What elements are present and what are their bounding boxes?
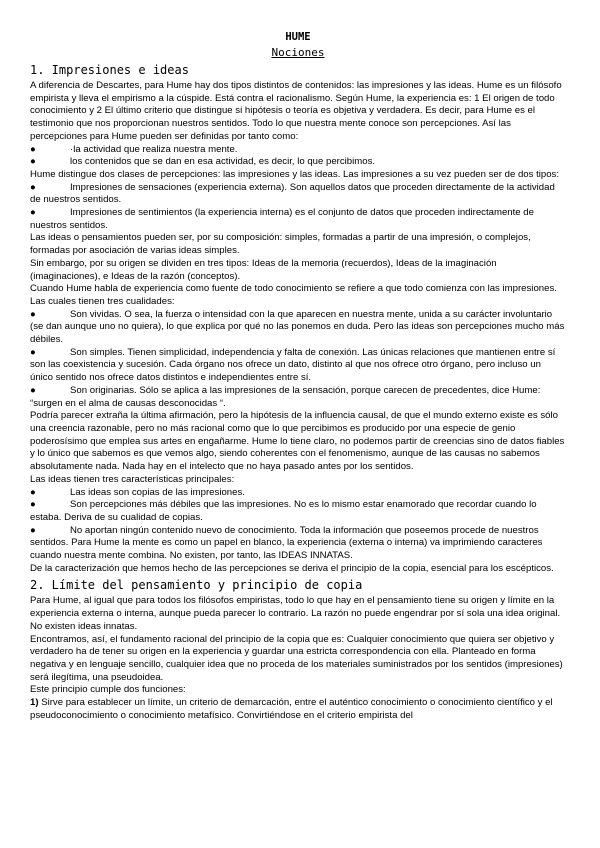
bullet-item [30, 144, 566, 157]
bullet-text: Son originarias. Sólo se aplica a las impresiones de la sensación, porque carecen de precedentes, dice Hume: “surgen en el alma de causas desconocidas “. [30, 384, 541, 409]
paragraph-text: Sirve para establecer un límite, un criterio de demarcación, entre el auténtico conocimiento o conocimiento científico y el pseudoconocimiento o conocimiento metafísico. Convirtiéndose en el criterio empirista del [30, 697, 553, 721]
paragraph: Encontramos, así, el fundamento racional del principio de la copia que es: Cualquier conocimiento que quiera ser objetivo y verdadero ha de tener su origen en la experiencia y guardar una estricta correspondencia con ella. Planteado en forma negativa y en lenguaje sencillo, cualquier idea que no proceda de los materiales suministrados por los sentidos (impresiones) será ilegítima, una pseudoidea. [30, 633, 563, 683]
paragraph: Para Hume, al igual que para todos los filósofos empiristas, todo lo que hay en el pensamiento tiene su origen y límite en la experiencia externa o interna, aunque pueda parecer lo contrario. La razón no puede engendrar por sí sola una idea original. No existen ideas innatas. [30, 595, 561, 632]
paragraph: Este principio cumple dos funciones: [30, 684, 186, 696]
bullet-icon: ● [30, 346, 36, 358]
bullet-item [30, 487, 566, 500]
bullet-icon: ● [30, 181, 36, 193]
paragraph: De la caracterización que hemos hecho de las percepciones se deriva el principio de la copia, esencial para los escépticos. [30, 562, 554, 574]
bullet-item [30, 156, 566, 169]
paragraph: Hume distingue dos clases de percepciones: las impresiones y las ideas. Las impresiones a su vez pueden ser de dos tipos: [30, 168, 560, 180]
bullet-text: Impresiones de sentimientos (la experiencia interna) es el conjunto de datos que proceden indirectamente de nuestros sentidos. [30, 207, 534, 231]
bullet-icon: ● [30, 143, 36, 155]
page-subtitle: Nociones [271, 46, 325, 59]
bullet-text: Son simples. Tienen simplicidad, independencia y falta de conexión. Las únicas relaciones que mantienen entre sí son las coexistencia y sucesión. Cada órgano nos ofrece un dato, distinto al que nos ofrece otro órgano, pero incluso un único sentido nos ofrece datos distintos e independientes entre sí. [30, 346, 556, 384]
bullet-text: Son percepciones más débiles que las impresiones. No es lo mismo estar enamorado que recordar cuando lo estaba. Deriva de su cualidad de copias. [30, 499, 537, 523]
bullet-item [30, 385, 566, 410]
bullet-item [30, 207, 566, 232]
bullet-text: No aportan ningún contenido nuevo de conocimiento. Toda la información que poseemos procede de nuestros sentidos. Para Hume la mente es como un papel en blanco, la experiencia (externa o interna) va imprimiendo caracteres cuando nuestra mente combina. No existen, por tanto, las IDEAS INNATAS. [30, 524, 543, 562]
bullet-item [30, 499, 566, 524]
paragraph: Podría parecer extraña la última afirmación, pero la hipótesis de la influencia causal, de que el mundo externo existe es sólo una creencia razonable, pero no más racional como que lo que percibimos es producido por una especie de genio poderosísimo que emplea sus artes en engañarme. Hume lo tiene claro, no podemos partir de creencias sino de datos fiables y lo único que sabemos es que vemos algo, siendo coherentes con el fenomenismo, aunque de las causas no sabemos absolutamente nada. Nada hay en el intelecto que no haya pasado antes por los sentidos. [30, 410, 565, 473]
section-2-heading: 2. Límite del pensamiento y principio de copia [30, 578, 363, 593]
bullet-icon: ● [30, 499, 36, 511]
bullet-item [30, 525, 566, 563]
bullet-icon: ● [30, 156, 36, 168]
paragraph: Las ideas tienen tres características principales: [30, 473, 235, 485]
bullet-item [30, 182, 566, 207]
bullet-icon: ● [30, 524, 36, 536]
bullet-icon: ● [30, 486, 36, 498]
bullet-icon: ● [30, 308, 36, 320]
bullet-item [30, 347, 566, 385]
section-1-heading: 1. Impresiones e ideas [30, 63, 189, 77]
bullet-text: ·la actividad que realiza nuestra mente. [70, 143, 238, 155]
bullet-text: Son vividas. O sea, la fuerza o intensidad con la que aparecen en nuestra mente, unida a su carácter involuntario (se dan aunque uno no quiera), lo que explica por qué no las ponemos en duda. Pero las ideas son percepciones mucho más débiles. [30, 308, 565, 346]
bullet-text: los contenidos que se dan en esa actividad, es decir, lo que percibimos. [70, 156, 376, 168]
bullet-text: Las ideas son copias de las impresiones. [70, 486, 245, 498]
page-title: HUME [285, 31, 311, 43]
bullet-text: Impresiones de sensaciones (experiencia externa). Son aquellos datos que proceden directamente de la actividad de nuestros sentidos. [30, 181, 555, 206]
bullet-icon: ● [30, 207, 36, 219]
bullet-icon: ● [30, 384, 36, 396]
paragraph: Cuando Hume habla de experiencia como fuente de todo conocimiento se refiere a que todo comienza con las impresiones. Las cuales tienen tres cualidades: [30, 283, 557, 307]
paragraph [30, 697, 566, 722]
paragraph: Las ideas o pensamientos pueden ser, por su composición: simples, formadas a partir de una impresión, o complejos, formadas por asociación de varias ideas simples. [30, 232, 531, 257]
paragraph: A diferencia de Descartes, para Hume hay dos tipos distintos de contenidos: las impresiones y las ideas. Hume es un filósofo empirista y lleva el empirismo a la cúspide. Está contra el racionalismo. Según Hume, la experiencia es: 1 El origen de todo conocimiento y 2 El último criterio que distingue si hipótesis o teoría es objetiva y verdadera. Es decir, para Hume es el testimonio que nos proporcionan nuestros sentidos. Todo lo que nuestra mente conoce son percepciones. Así las percepciones para Hume pueden ser definidas por tanto como: [30, 80, 562, 142]
list-number: 1) [30, 697, 39, 709]
bullet-item [30, 309, 566, 347]
paragraph: Sin embargo, por su origen se dividen en tres tipos: Ideas de la memoria (recuerdos), Ideas de la imaginación (imaginaciones), e Ideas de la razón (conceptos). [30, 257, 497, 282]
